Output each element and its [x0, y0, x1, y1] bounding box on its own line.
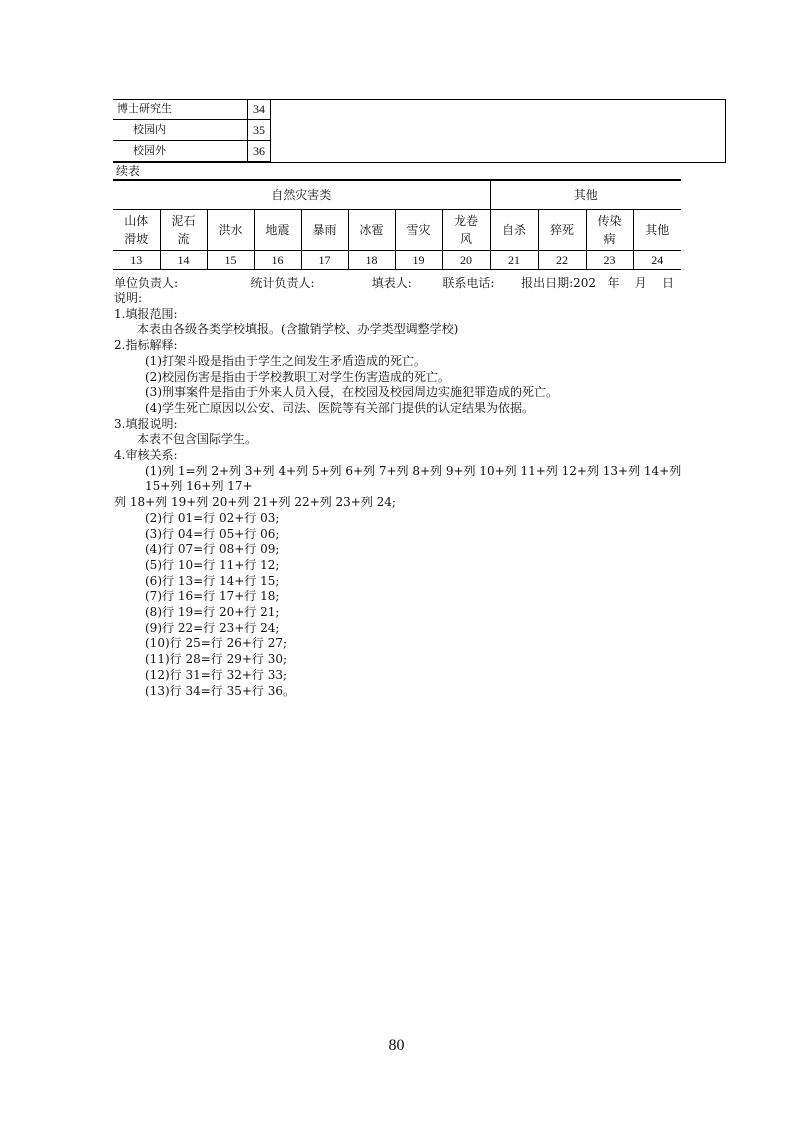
column-header: [113, 210, 160, 251]
table-row: [113, 99, 271, 120]
column-header: [586, 210, 633, 251]
column-number: 22: [538, 251, 586, 270]
audit-rule-1: (1)列 1=列 2+列 3+列 4+列 5+列 6+列 7+列 8+列 9+列 10+列 11+列 12+列 13+列 14+列 15+列 16+列 17+: [145, 463, 686, 494]
audit-rule: (5)行 10=行 11+行 12;: [145, 557, 280, 572]
column-header: [395, 210, 442, 251]
column-header-text: 其他: [645, 223, 670, 237]
column-number: 21: [490, 251, 538, 270]
table-row: [113, 141, 271, 162]
column-header: [348, 210, 395, 251]
row-number: 34: [248, 99, 271, 120]
column-header-text: 传染 病: [597, 214, 622, 246]
audit-rule: (9)行 22=行 23+行 24;: [145, 620, 280, 635]
row-number: 36: [248, 141, 271, 162]
audit-rule: (6)行 13=行 14+行 15;: [145, 573, 280, 588]
group-header-row: [113, 180, 681, 210]
section-2-item: (2)校园伤害是指由于学校教职工对学生伤害造成的死亡。: [145, 369, 451, 384]
top-table-right-rule: [725, 99, 726, 162]
section-1-title: 1.填报范围:: [114, 306, 178, 321]
section-2-title: 2.指标解释:: [114, 338, 178, 353]
column-header-text: 猝死: [550, 223, 575, 237]
column-number: 23: [586, 251, 633, 270]
column-header-text: 自杀: [502, 223, 527, 237]
table-row: [113, 120, 271, 141]
column-number: 24: [633, 251, 681, 270]
column-header: [633, 210, 681, 251]
signature-line: 单位负责人: 统计负责人: 填表人: 联系电话: 报出日期:202 年 月 日: [114, 276, 674, 290]
section-4-title: 4.审核关系:: [114, 448, 178, 463]
page-number: 80: [388, 1037, 405, 1054]
audit-rule: (3)行 04=行 05+行 06;: [145, 526, 280, 541]
section-3-text: 本表不包含国际学生。: [137, 432, 258, 447]
section-1-text: 本表由各级各类学校填报。(含撤销学校、办学类型调整学校): [137, 322, 459, 337]
other-header: 其他: [490, 180, 681, 210]
notes-title: 说明:: [114, 291, 143, 305]
column-number: 18: [348, 251, 395, 270]
column-number: 16: [254, 251, 301, 270]
audit-rule-1-continued: 列 18+列 19+列 20+列 21+列 22+列 23+列 24;: [114, 495, 396, 510]
audit-rule: (2)行 01=行 02+行 03;: [145, 510, 280, 525]
audit-rule: (13)行 34=行 35+行 36。: [145, 683, 295, 698]
column-header: [207, 210, 254, 251]
column-header-text: 龙卷 风: [454, 214, 479, 246]
top-table-bottom-rule: [113, 162, 726, 163]
section-2-item: (4)学生死亡原因以公安、司法、医院等有关部门提供的认定结果为依据。: [145, 400, 535, 415]
column-header: [301, 210, 348, 251]
column-number: 14: [160, 251, 207, 270]
audit-rule: (12)行 31=行 32+行 33;: [145, 667, 288, 682]
audit-rule: (10)行 25=行 26+行 27;: [145, 636, 288, 651]
audit-rule: (11)行 28=行 29+行 30;: [145, 652, 288, 667]
column-number-row: [113, 251, 681, 270]
column-number: 17: [301, 251, 348, 270]
column-header-text: 冰雹: [359, 223, 384, 237]
column-header: [254, 210, 301, 251]
column-header-text: 暴雨: [312, 223, 337, 237]
column-header: [160, 210, 207, 251]
death-cause-table: [113, 179, 681, 270]
column-number: 13: [113, 251, 160, 270]
column-header-text: 山体 滑坡: [124, 214, 149, 246]
audit-rule: (7)行 16=行 17+行 18;: [145, 589, 280, 604]
natural-disaster-header: 自然灾害类: [113, 180, 490, 210]
continued-label: 续表: [116, 164, 141, 178]
row-label: 博士研究生: [113, 99, 248, 120]
row-label: 校园内: [113, 120, 248, 141]
section-3-title: 3.填报说明:: [114, 416, 178, 431]
column-header: [442, 210, 490, 251]
row-number: 35: [248, 120, 271, 141]
column-header-text: 泥石 流: [171, 214, 196, 246]
audit-rule: (4)行 07=行 08+行 09;: [145, 542, 280, 557]
top-continued-table: [113, 99, 271, 162]
section-2-item: (1)打架斗殴是指由于学生之间发生矛盾造成的死亡。: [145, 353, 427, 368]
column-header: [490, 210, 538, 251]
column-number: 19: [395, 251, 442, 270]
column-header-text: 雪灾: [406, 223, 431, 237]
row-label: 校园外: [113, 141, 248, 162]
section-2-item: (3)刑事案件是指由于外来人员入侵，在校园及校园周边实施犯罪造成的死亡。: [145, 385, 559, 400]
audit-rule: (8)行 19=行 20+行 21;: [145, 605, 280, 620]
column-number: 20: [442, 251, 490, 270]
column-number: 15: [207, 251, 254, 270]
column-header-text: 洪水: [218, 223, 243, 237]
notes-section: [114, 291, 684, 699]
column-header: [538, 210, 586, 251]
column-name-row: [113, 210, 681, 251]
column-header-text: 地震: [265, 223, 290, 237]
